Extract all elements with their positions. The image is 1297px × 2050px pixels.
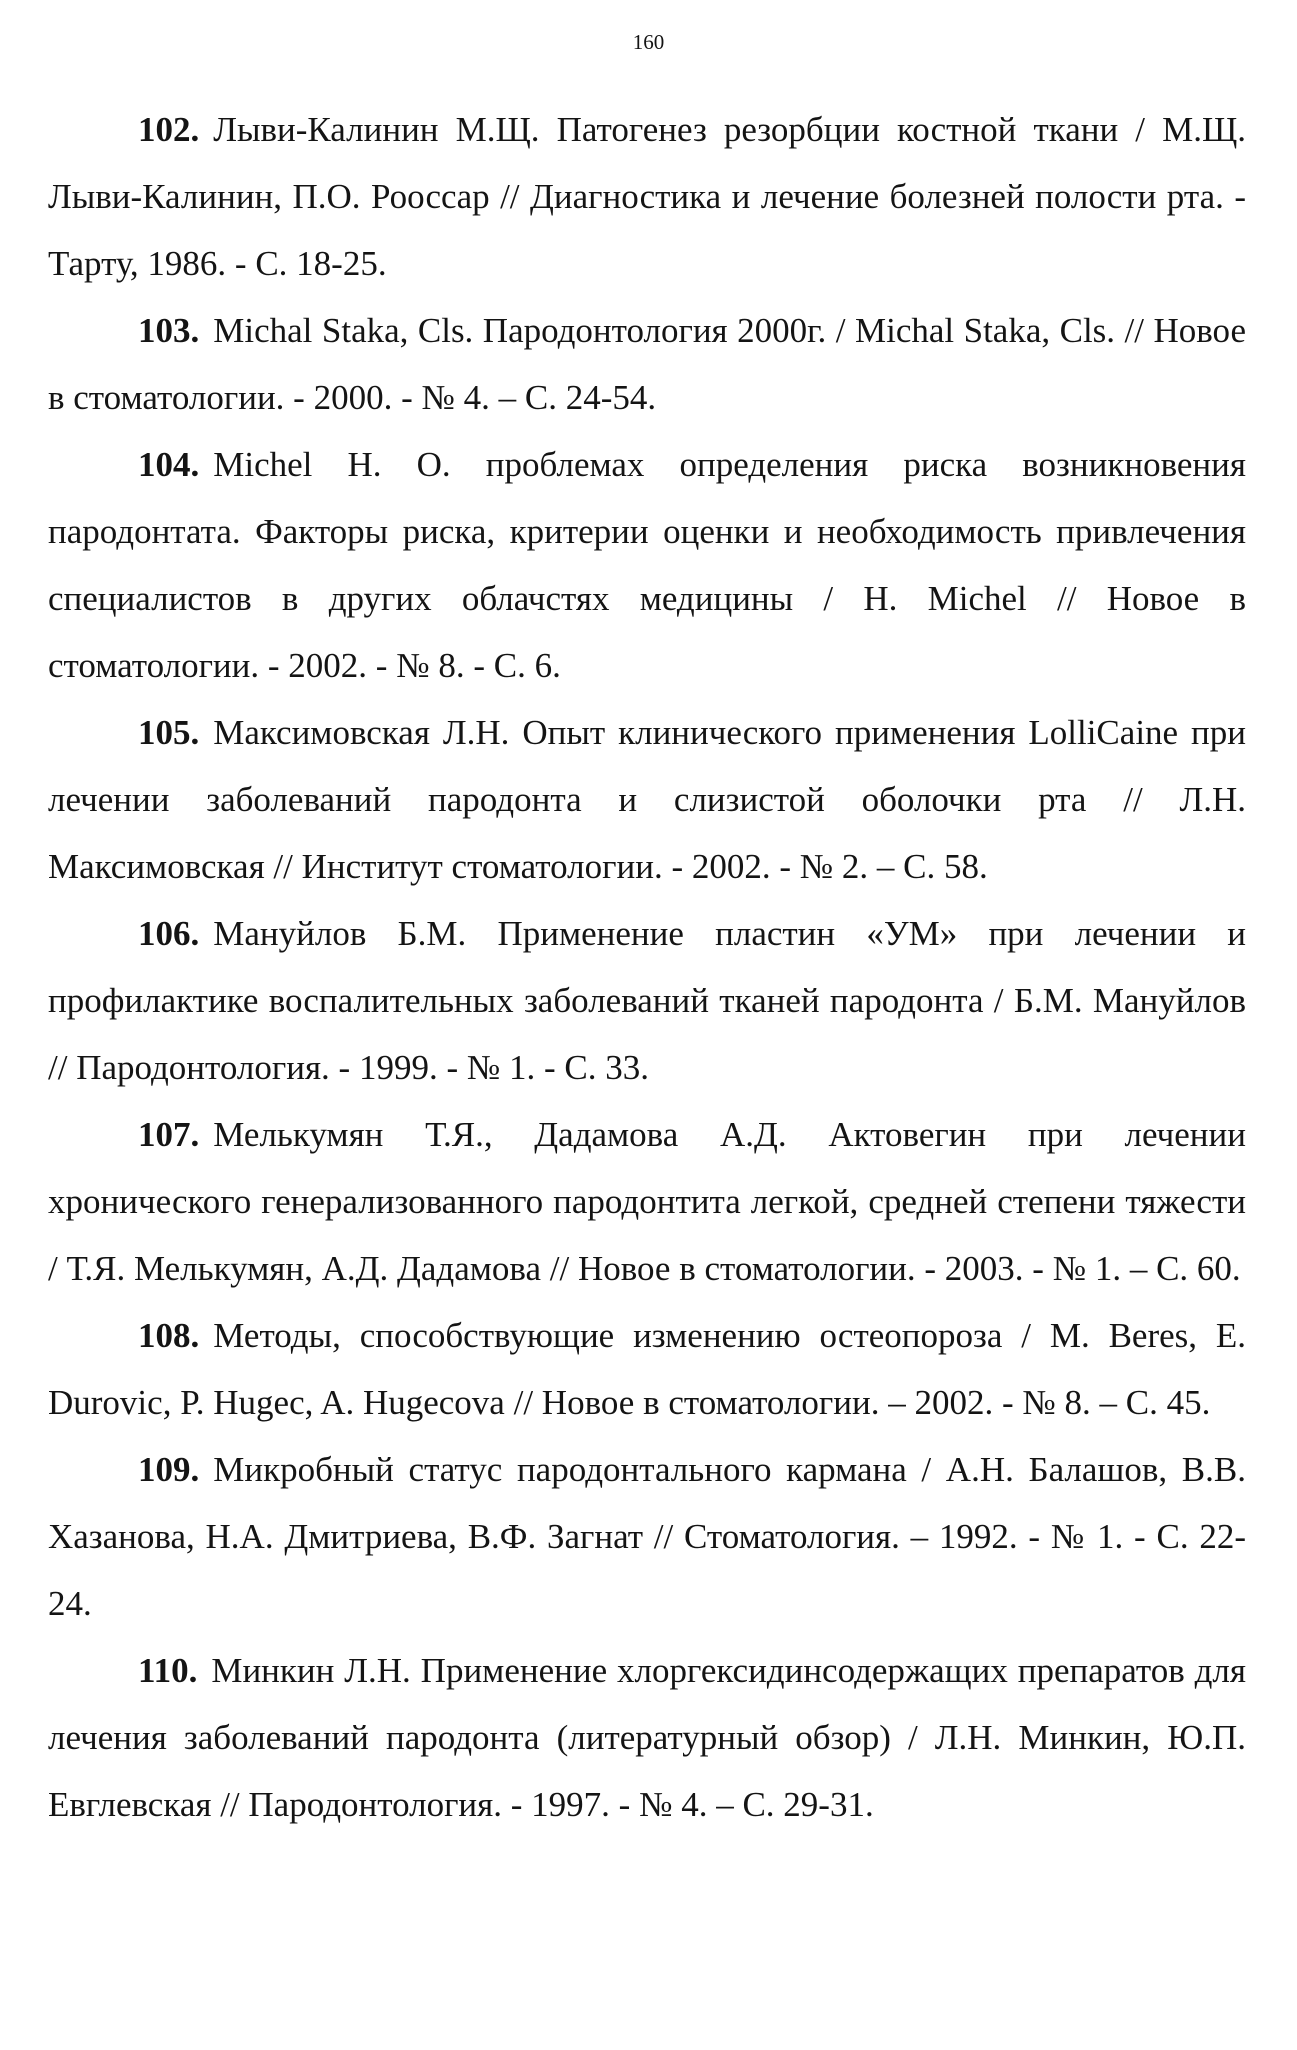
reference-number: 103. [138, 311, 200, 350]
reference-number: 109. [138, 1450, 200, 1489]
reference-text: Мелькумян Т.Я., Дадамова А.Д. Актовегин при лечении хронического генерализованного пародонтита легкой, средней степени тяжести / Т.Я. Мелькумян, А.Д. Дадамова // Новое в стоматологии. - 2003. - № 1. – С. 60. [48, 1115, 1246, 1288]
reference-item-103 [48, 297, 1246, 431]
reference-text: Лыви-Калинин М.Щ. Патогенез резорбции костной ткани / М.Щ. Лыви-Калинин, П.О. Роосcар // Диагностика и лечение болезней полости рта. - Тарту, 1986. - С. 18-25. [48, 110, 1246, 283]
reference-item-107 [48, 1101, 1246, 1302]
reference-item-110 [48, 1637, 1246, 1838]
reference-text: Минкин Л.Н. Применение хлоргексидинсодержащих препаратов для лечения заболеваний пародонта (литературный обзор) / Л.Н. Минкин, Ю.П. Евглевская // Пародонтология. - 1997. - № 4. – С. 29-31. [48, 1651, 1246, 1824]
reference-item-108 [48, 1302, 1246, 1436]
reference-item-105 [48, 699, 1246, 900]
reference-text: Мануйлов Б.М. Применение пластин «УМ» при лечении и профилактике воспалительных заболеваний тканей пародонта / Б.М. Мануйлов // Пародонтология. - 1999. - № 1. - С. 33. [48, 914, 1246, 1087]
reference-number: 106. [138, 914, 200, 953]
page-number: 160 [632, 30, 665, 54]
reference-text: Michel H. O. проблемах определения риска возникновения пародонтата. Факторы риска, критерии оценки и необходимость привлечения специалистов в других облачстях медицины / H. Michel // Новое в стоматологии. - 2002. - № 8. - С. 6. [48, 445, 1246, 685]
reference-text: Микробный статус пародонтального кармана / А.Н. Балашов, В.В. Хазанова, Н.А. Дмитриева, В.Ф. Загнат // Стоматология. – 1992. - № 1. - С. 22-24. [48, 1450, 1246, 1623]
reference-text: Методы, способствующие изменению остеопороза / M. Beres, E. Durovic, P. Hugec, A. Hugecova // Новое в стоматологии. – 2002. - № 8. – С. 45. [48, 1316, 1246, 1422]
reference-item-106 [48, 900, 1246, 1101]
reference-number: 102. [138, 110, 200, 149]
reference-item-104 [48, 431, 1246, 699]
reference-number: 108. [138, 1316, 200, 1355]
reference-number: 110. [138, 1651, 198, 1690]
reference-number: 104. [138, 445, 200, 484]
reference-list [48, 96, 1246, 1838]
reference-text: Максимовская Л.Н. Опыт клинического применения LolliCaine при лечении заболеваний пародонта и слизистой оболочки рта // Л.Н. Максимовская // Институт стоматологии. - 2002. - № 2. – С. 58. [48, 713, 1246, 886]
reference-item-109 [48, 1436, 1246, 1637]
reference-number: 105. [138, 713, 200, 752]
reference-item-102 [48, 96, 1246, 297]
reference-number: 107. [138, 1115, 200, 1154]
reference-text: Michal Staka, Cls. Пародонтология 2000г. / Michal Staka, Cls. // Новое в стоматологии. - 2000. - № 4. – С. 24-54. [48, 311, 1246, 417]
